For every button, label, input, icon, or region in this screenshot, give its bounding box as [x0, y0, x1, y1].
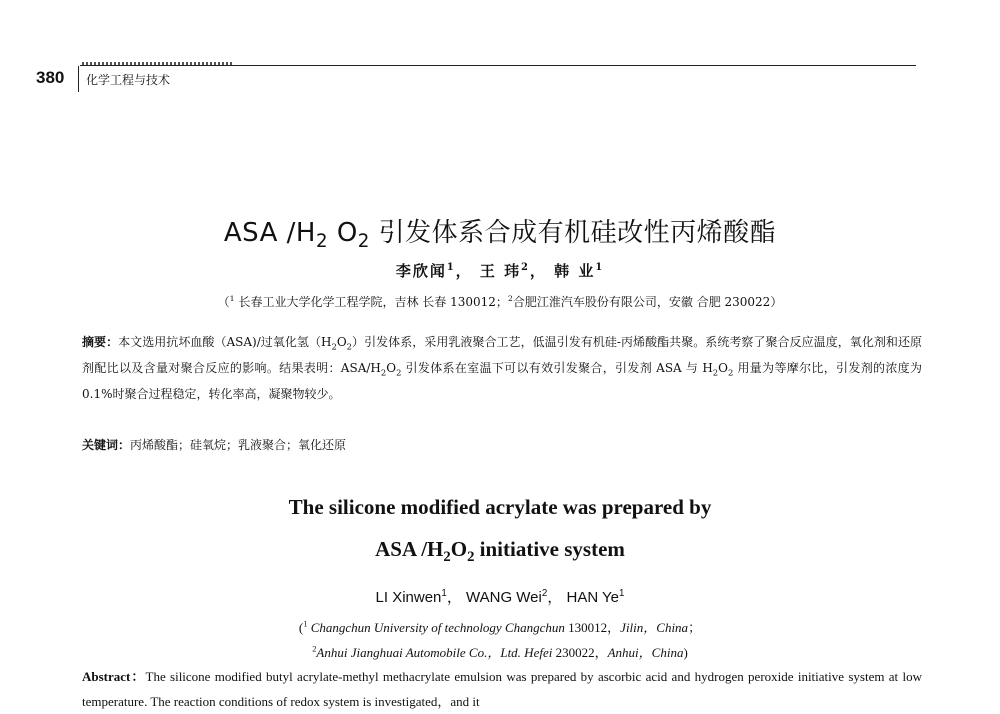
abstract-cn-label: 摘要：	[82, 335, 119, 349]
header-horizontal-rule	[80, 65, 916, 66]
page-header	[36, 62, 916, 96]
keywords-cn-label: 关键词：	[82, 438, 131, 452]
author-2: 王 玮	[479, 262, 522, 280]
authors-cn: 李欣闻$^1$， 王 玮$^2$， 韩 业$^1$	[395, 262, 605, 280]
abstract-en-text: The silicone modified butyl acrylate-methyl methacrylate emulsion was prepared by ascorbic acid and hydrogen peroxide initiative system at low temperature. The reaction conditions of redox system is investigated，and it	[82, 669, 922, 709]
abstract-cn: 摘要：本文选用抗坏血酸（ASA)/过氧化氢$(H_2O_2)$引发体系，采用乳液聚合工艺，低温引发有机硅-丙烯酸酯共聚。系统考察了聚合反应温度，氧化剂和还原剂配比以及含量对聚合反应的影响。结果表明：ASA/$H_2O_2$ 引发体系在室温下可以有效引发聚合，引发剂 ASA 与 $H_2O_2$ 用量为等摩尔比，引发剂的浓度为 0.1%时聚合过程稳定，转化率高，凝聚物较少。	[82, 335, 923, 401]
title-cn: ASA $/H_2$ $O_2$ 引发体系合成有机硅改性丙烯酸酯	[223, 218, 777, 253]
affiliation-en-line-1: ($^1$ Changchun University of technology Changchun 130012，Jilin，China；	[298, 618, 702, 635]
author-1: 李欣闻	[395, 262, 447, 280]
title-en-line-2: ASA $/H_2O_2$ initiative system	[375, 537, 625, 566]
title-en-line-1: The silicone modified acrylate was prepared by	[288, 495, 712, 519]
header-vertical-rule	[78, 66, 79, 92]
page-number: 380	[36, 68, 65, 87]
keywords-cn-text: 丙烯酸酯；硅氧烷；乳液聚合；氧化还原	[130, 438, 347, 452]
journal-name: 化学工程与技术	[86, 73, 171, 87]
keywords-cn	[82, 432, 922, 458]
abstract-en	[82, 664, 922, 714]
abstract-en-label: Abstract：	[82, 669, 146, 684]
authors-en: LI Xinwen$^1$， WANG Wei$^2$， HAN Ye$^1$	[375, 588, 625, 606]
author-3: 韩 业	[554, 262, 596, 280]
affiliation-en-line-2: $^2$Anhui Jianghuai Automobile Co.，Ltd. Hefei 230022，Anhui，China)	[312, 643, 688, 660]
affiliation-cn: （$^1$ 长春工业大学化学工程学院，吉林 长春 130012；$^2$合肥江淮汽车股份有限公司，安徽 合肥 230022）	[217, 294, 783, 309]
